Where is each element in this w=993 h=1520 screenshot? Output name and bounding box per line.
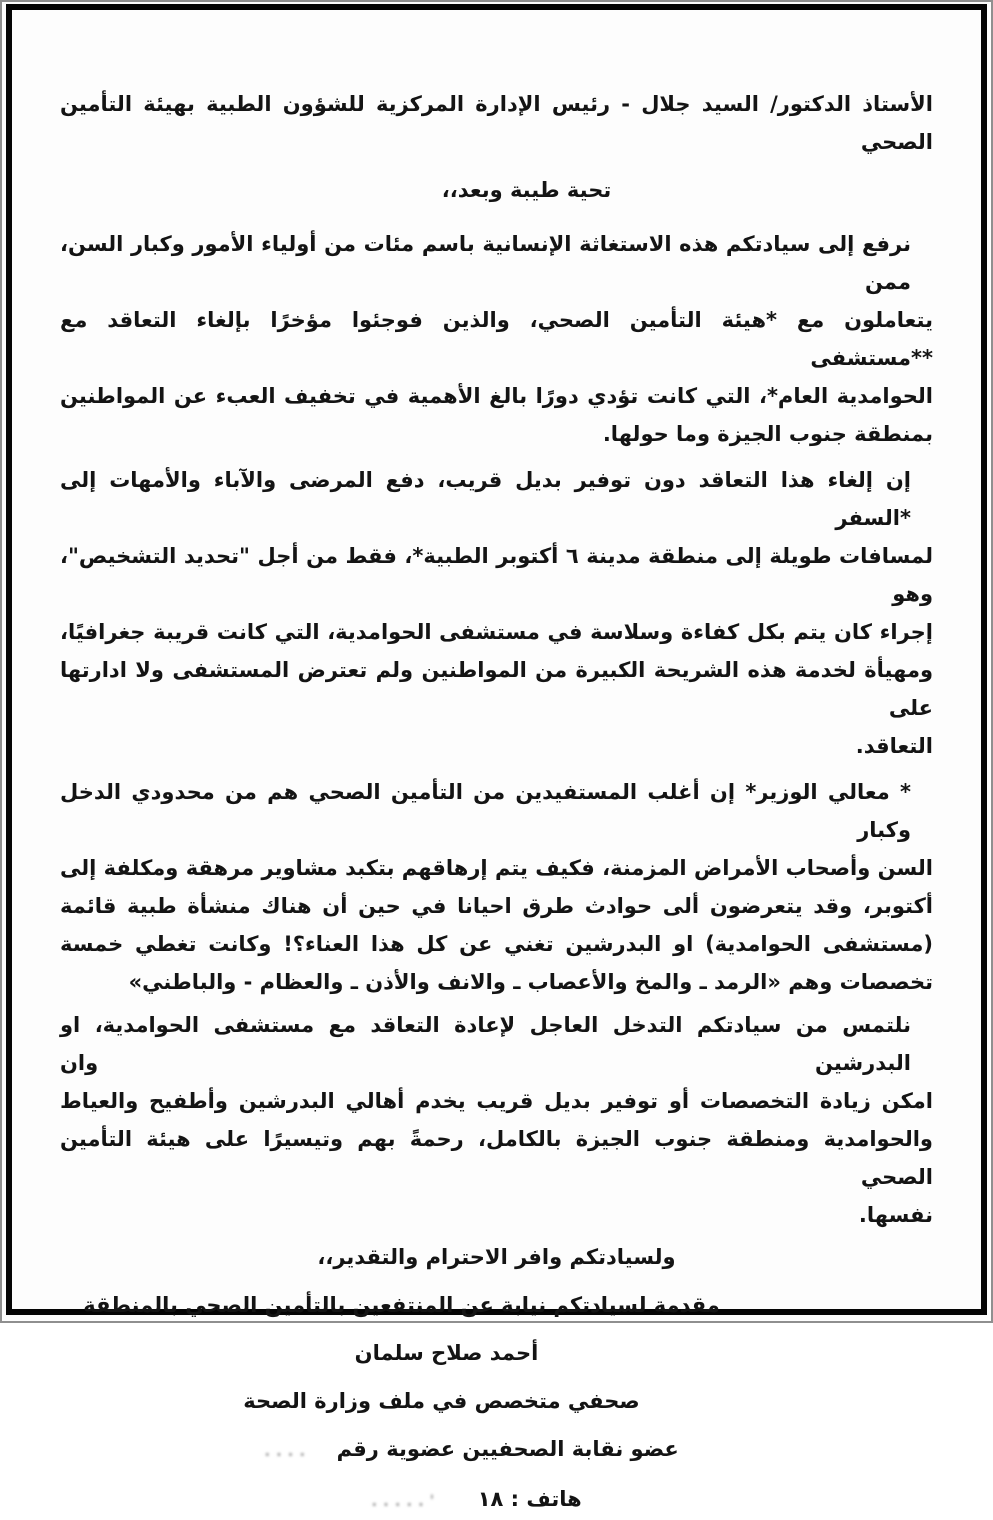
paragraph-line: بمنطقة جنوب الجيزة وما حولها.	[602, 422, 933, 446]
paragraph-line: يتعاملون مع *هيئة التأمين الصحي، والذين فوجئوا مؤخرًا بإلغاء التعاقد مع **مستشفى	[60, 308, 933, 370]
phone-label: هاتف : ١٨	[477, 1487, 582, 1511]
paragraph-line: نلتمس من سيادتكم التدخل العاجل لإعادة التعاقد مع مستشفى الحوامدية، او البدرشين وان	[60, 1013, 911, 1075]
paragraph-line: نرفع إلى سيادتكم هذه الاستغاثة الإنسانية باسم مئات من أولياء الأمور وكبار السن، ممن	[60, 232, 911, 294]
paragraph-line: تخصصات وهم «الرمد ـ والمخ والأعصاب ـ والانف والأذن ـ والعظام - والباطني»	[128, 970, 933, 994]
phone-number-redacted: ' . . . . .	[371, 1491, 435, 1510]
phone-line	[40, 1480, 913, 1520]
signature-title: صحفي متخصص في ملف وزارة الصحة	[243, 1389, 640, 1413]
paragraph-line: السن وأصحاب الأمراض المزمنة، فكيف يتم إرهاقهم بتكبد مشاوير مرهقة ومكلفة إلى	[60, 856, 933, 880]
paragraph-line: التعاقد.	[855, 734, 933, 758]
paragraph-line: لمسافات طويلة إلى منطقة مدينة ٦ أكتوبر الطبية*، فقط من أجل "تحديد التشخيص"، وهو	[60, 544, 934, 606]
paragraph-line: والحوامدية ومنطقة جنوب الجيزة بالكامل، رحمةً بهم وتيسيرًا على هيئة التأمين الصحي	[60, 1127, 933, 1189]
submitted-by-line: مقدمة لسيادتكم نيابة عن المنتفعين بالتأمين الصحي بالمنطقة	[83, 1293, 720, 1317]
greeting-line: تحية طيبة وبعد،،	[441, 178, 612, 202]
paragraph-plea-intro	[60, 225, 933, 453]
respect-closing-line: ولسيادتكم وافر الاحترام والتقدير،،	[317, 1245, 676, 1269]
membership-line	[35, 1430, 908, 1470]
paragraph-line: امكن زيادة التخصصات أو توفير بديل قريب يخدم أهالي البدرشين وأطفيح والعياط	[60, 1089, 933, 1113]
membership-label: عضو نقابة الصحفيين عضوية رقم	[336, 1437, 679, 1461]
paragraph-line: نفسها.	[858, 1203, 933, 1227]
recipient-line: الأستاذ الدكتور/ السيد جلال - رئيس الإدارة المركزية للشؤون الطبية بهيئة التأمين الصحي	[60, 92, 933, 154]
paragraph-line: * معالي الوزير* إن أغلب المستفيدين من التأمين الصحي هم من محدودي الدخل وكبار	[60, 780, 911, 842]
paragraph-line: أكتوبر، وقد يتعرضون ألى حوادث طرق احيانا في حين أن هناك منشأة طبية قائمة	[60, 894, 933, 918]
paragraph-line: (مستشفى الحوامدية) او البدرشين تغني عن كل هذا العناء؟! وكانت تغطي خمسة	[60, 932, 933, 956]
paragraph-minister-appeal	[60, 773, 933, 1001]
signature-name: أحمد صلاح سلمان	[354, 1341, 539, 1365]
paragraph-line: إن إلغاء هذا التعاقد دون توفير بديل قريب، دفع المرضى والآباء والأمهات إلى *السفر	[60, 468, 911, 530]
paragraph-line: ومهيأة لخدمة هذه الشريحة الكبيرة من المواطنين ولم تعترض المستشفى ولا ادارتها على	[60, 658, 933, 720]
paragraph-cancellation-impact	[60, 461, 933, 765]
paragraph-line: الحوامدية العام*، التي كانت تؤدي دورًا بالغ الأهمية في تخفيف العبء عن المواطنين	[60, 384, 933, 408]
membership-number-redacted: . . . .	[264, 1441, 306, 1460]
letter-body	[60, 85, 933, 1520]
paragraph-line: إجراء كان يتم بكل كفاءة وسلاسة في مستشفى الحوامدية، التي كانت قريبة جغرافيًا،	[60, 620, 933, 644]
paragraph-request	[60, 1006, 933, 1234]
